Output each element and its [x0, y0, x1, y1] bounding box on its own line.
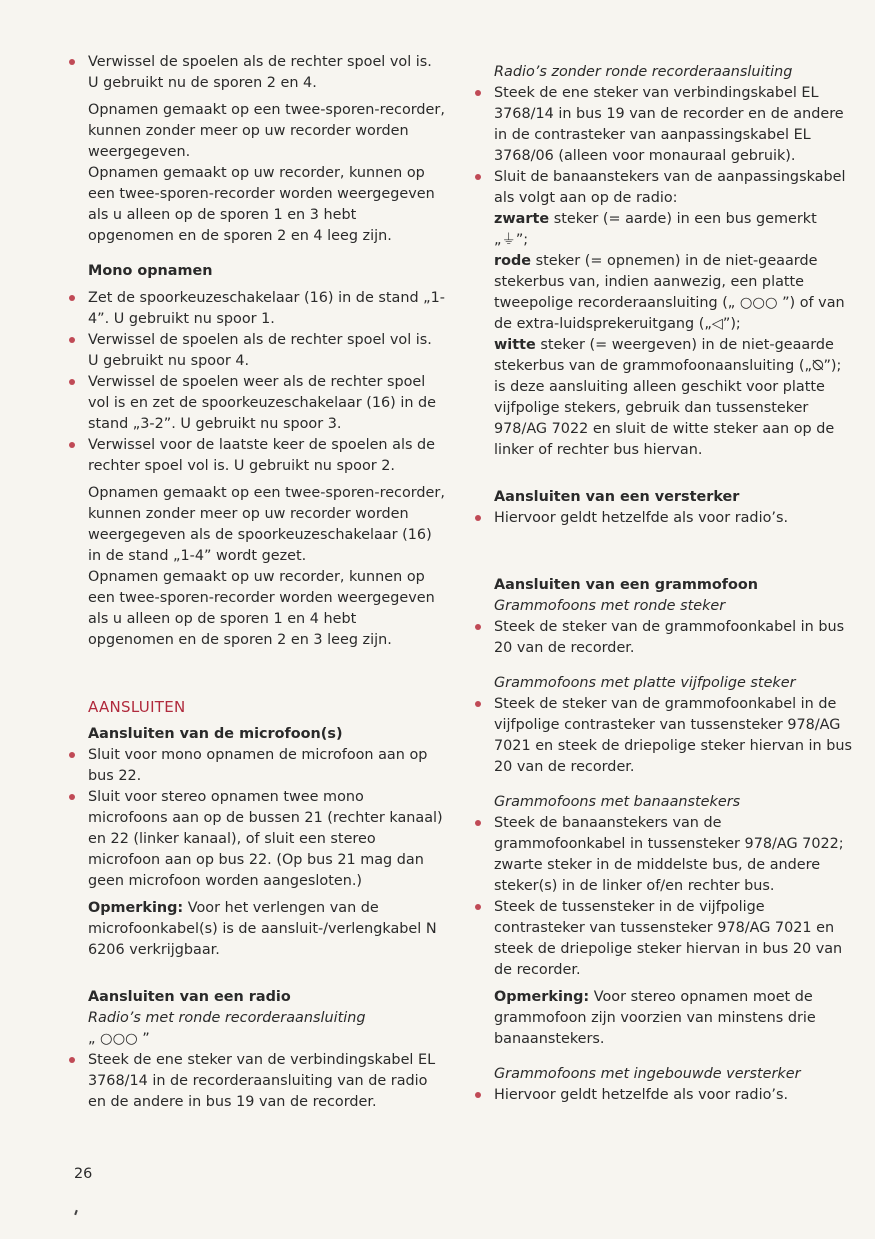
bullet-icon: [475, 90, 481, 96]
heading-microfoon: Aansluiten van de microfoon(s): [88, 726, 343, 742]
bullet-icon: [69, 752, 75, 758]
section-title: AANSLUITEN: [88, 698, 186, 716]
list-item: Steek de steker van de grammofoonkabel in bus 20 van de recorder.: [472, 617, 852, 659]
bullet-icon: [69, 59, 75, 65]
list-item: Verwissel de spoelen weer als de rechter spoel vol is en zet de spoorkeuzeschakelaar (16) in de stand „3-2”. U gebruikt nu spoor 3.: [66, 372, 446, 435]
list-item: Verwissel de spoelen als de rechter spoel vol is. U gebruikt nu de sporen 2 en 4.: [66, 52, 446, 94]
connector-symbol: „ ○○○ ”: [88, 1031, 150, 1047]
page-number: 26: [74, 1166, 93, 1182]
bullet-icon: [69, 337, 75, 343]
note-label: Opmerking:: [88, 900, 184, 916]
list-item: Verwissel voor de laatste keer de spoelen als de rechter spoel vol is. U gebruikt nu spoor 2.: [66, 435, 446, 477]
bullet-icon: [69, 794, 75, 800]
bullet-icon: [475, 701, 481, 707]
list-item: Hiervoor geldt hetzelfde als voor radio’s.: [472, 1085, 852, 1106]
bullet-icon: [69, 442, 75, 448]
heading-radio: Aansluiten van een radio: [88, 989, 291, 1005]
paragraph: Opnamen gemaakt op een twee-sporen-recorder, kunnen zonder meer op uw recorder worden weergegeven.: [88, 102, 445, 160]
bullet-icon: [69, 295, 75, 301]
left-column: [66, 52, 446, 1113]
heading-grammofoon: Aansluiten van een grammofoon: [494, 577, 759, 593]
heading-mono: Mono opnamen: [88, 263, 213, 279]
scan-mark: [74, 1210, 78, 1215]
paragraph-zwarte: zwarte steker (= aarde) in een bus gemerkt „⏚”;: [494, 211, 817, 248]
bullet-icon: [69, 1057, 75, 1063]
list-item: Sluit voor stereo opnamen twee mono microfoons aan op de bussen 21 (rechter kanaal) en 22 (linker kanaal), of sluit een stereo microfoon aan op bus 22. (Op bus 21 mag dan geen microfoon worden aangesloten.): [66, 787, 446, 892]
note-paragraph: Opmerking: Voor stereo opnamen moet de grammofoon zijn voorzien van minstens drie banaanstekers.: [494, 989, 816, 1047]
subheading-ronde-steker: Grammofoons met ronde steker: [494, 598, 726, 614]
paragraph: Opnamen gemaakt op uw recorder, kunnen op een twee-sporen-recorder worden weergegeven als u alleen op de sporen 1 en 3 hebt opgenomen en de sporen 2 en 4 leeg zijn.: [88, 165, 435, 244]
subheading-ingebouwd: Grammofoons met ingebouwde versterker: [494, 1066, 801, 1082]
paragraph-rode: rode steker (= opnemen) in de niet-geaarde stekerbus van, indien aanwezig, een platte tweepolige recorderaansluiting („ ○○○ ”) of van de extra-luidsprekeruitgang („◁”);: [494, 253, 845, 332]
paragraph-witte: witte steker (= weergeven) in de niet-geaarde stekerbus van de grammofoonaansluiting („⦰”); is deze aansluiting alleen geschikt voor platte vijfpolige stekers, gebruik dan tussensteker 978/AG 7022 en sluit de witte steker aan op de linker of rechter bus hiervan.: [494, 337, 842, 458]
subheading-vijfpolig: Grammofoons met platte vijfpolige steker: [494, 675, 796, 691]
list-item: Steek de banaanstekers van de grammofoonkabel in tussensteker 978/AG 7022; zwarte steker in de middelste bus, de andere steker(s) in de linker of/en rechter bus.: [472, 813, 852, 897]
right-column: [472, 62, 852, 1106]
subheading-radio-zonder: Radio’s zonder ronde recorderaansluiting: [494, 64, 793, 80]
list-item: Steek de tussensteker in de vijfpolige contrasteker van tussensteker 978/AG 7021 en steek de driepolige steker hiervan in bus 20 van de recorder.: [472, 897, 852, 981]
note-paragraph: Opmerking: Voor het verlengen van de microfoonkabel(s) is de aansluit-/verlengkabel N 6206 verkrijgbaar.: [88, 900, 437, 958]
bullet-icon: [475, 820, 481, 826]
bullet-icon: [475, 1092, 481, 1098]
subheading-banaanstekers: Grammofoons met banaanstekers: [494, 794, 741, 810]
list-item: Zet de spoorkeuzeschakelaar (16) in de stand „1-4”. U gebruikt nu spoor 1.: [66, 288, 446, 330]
list-item: Hiervoor geldt hetzelfde als voor radio’s.: [472, 508, 852, 529]
bullet-icon: [475, 515, 481, 521]
subheading-radio-rond: Radio’s met ronde recorderaansluiting: [88, 1010, 366, 1026]
list-item: Verwissel de spoelen als de rechter spoel vol is. U gebruikt nu spoor 4.: [66, 330, 446, 372]
list-item: Steek de ene steker van verbindingskabel EL 3768/14 in bus 19 van de recorder en de andere in de contrasteker van aanpassingskabel EL 3768/06 (alleen voor monauraal gebruik).: [472, 83, 852, 167]
bullet-icon: [475, 174, 481, 180]
bullet-icon: [475, 904, 481, 910]
heading-versterker: Aansluiten van een versterker: [494, 489, 740, 505]
paragraph: Opnamen gemaakt op een twee-sporen-recorder, kunnen zonder meer op uw recorder worden weergegeven als de spoorkeuzeschakelaar (16) in de stand „1-4” wordt gezet.: [88, 485, 445, 564]
bullet-icon: [69, 379, 75, 385]
note-label: Opmerking:: [494, 989, 590, 1005]
list-item: Steek de ene steker van de verbindingskabel EL 3768/14 in de recorderaansluiting van de radio en de andere in bus 19 van de recorder.: [66, 1050, 446, 1113]
list-item: Steek de steker van de grammofoonkabel in de vijfpolige contrasteker van tussensteker 978/AG 7021 en steek de driepolige steker hiervan in bus 20 van de recorder.: [472, 694, 852, 778]
paragraph: Opnamen gemaakt op uw recorder, kunnen op een twee-sporen-recorder worden weergegeven als u alleen op de sporen 1 en 4 hebt opgenomen en de sporen 2 en 3 leeg zijn.: [88, 569, 435, 648]
list-item: Sluit voor mono opnamen de microfoon aan op bus 22.: [66, 745, 446, 787]
bullet-icon: [475, 624, 481, 630]
list-item: Sluit de banaanstekers van de aanpassingskabel als volgt aan op de radio:: [472, 167, 852, 209]
